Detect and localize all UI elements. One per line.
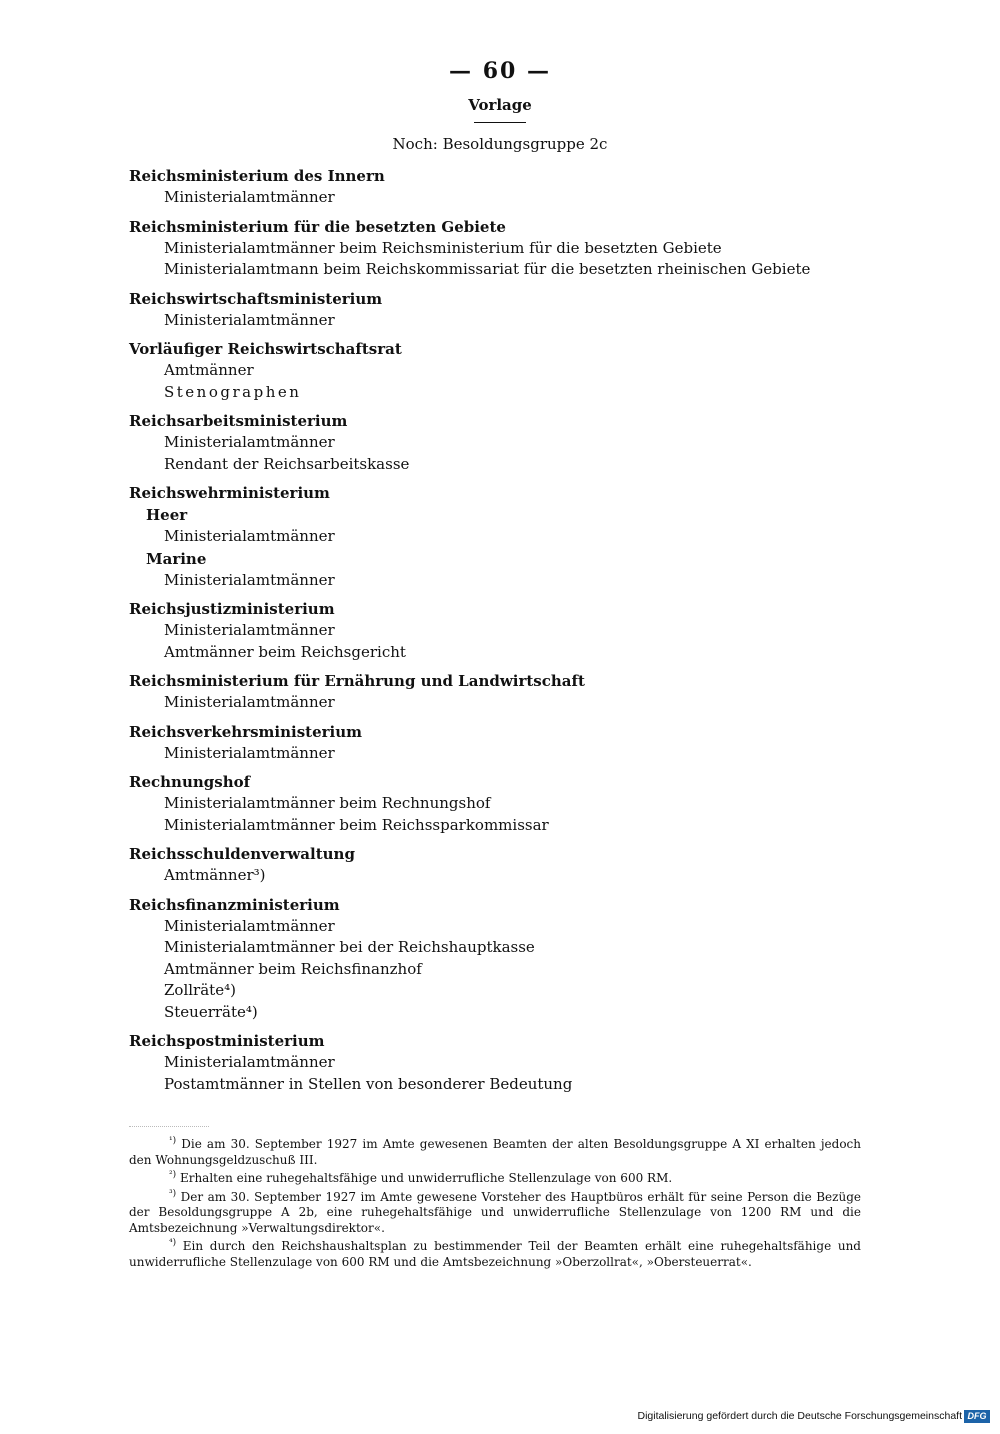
section-item: Ministerialamtmänner beim Rechnungshof [164, 794, 491, 812]
footnote [129, 1187, 861, 1237]
footnote-text: Der am 30. September 1927 im Amte gewesene Vorsteher des Hauptbüros erhält für seine Person die Bezüge der Besoldungsgruppe A 2b, eine ruhegehaltsfähige und unwiderrufliche Stellenzulage von 1200 RM und die Amtsbezeichnung »Verwaltungsdirektor«. [129, 1189, 861, 1235]
dfg-logo: DFG [964, 1410, 990, 1423]
footnote-text: Die am 30. September 1927 im Amte gewesenen Beamten der alten Besoldungsgruppe A XI erhalten jedoch den Wohnungsgeldzuschuß III. [129, 1137, 861, 1167]
section-item: Ministerialamtmänner [164, 570, 335, 589]
page-subtitle: Noch: Besoldungsgruppe 2c [392, 135, 608, 153]
footnote-number: ⁴) [169, 1238, 177, 1248]
footnotes [129, 1134, 861, 1270]
section-item: Amtmänner beim Reichsgericht [164, 642, 406, 661]
subsection-heading: Marine [146, 549, 207, 568]
subsection-heading: Heer [146, 506, 188, 524]
section-item: Ministerialamtmänner beim Reichsministerium für die besetzten Gebiete [164, 238, 722, 257]
section-heading: Reichsministerium des Innern [129, 167, 385, 185]
section-item: Ministerialamtmänner [164, 621, 335, 639]
footnote-number: ¹) [169, 1136, 177, 1146]
section [129, 166, 929, 209]
section-item: Ministerialamtmänner [164, 1053, 335, 1071]
section [129, 844, 929, 887]
section-heading: Reichsschuldenverwaltung [129, 845, 355, 863]
section-item: Ministerialamtmänner bei der Reichshauptkasse [164, 938, 535, 956]
section-heading: Reichsverkehrsministerium [129, 722, 363, 741]
section [129, 483, 929, 591]
page-title: Vorlage [468, 96, 532, 114]
section-item: Ministerialamtmänner [164, 433, 335, 451]
section [129, 722, 929, 765]
section-item: Ministerialamtmann beim Reichskommissariat für die besetzten rheinischen Gebiete [164, 260, 811, 278]
section-item: Rendant der Reichsarbeitskasse [164, 454, 410, 473]
footnote [129, 1236, 861, 1270]
section-heading: Reichsfinanzministerium [129, 895, 340, 914]
section-item: Steuerräte⁴) [164, 1002, 258, 1021]
footnote-number: ³) [169, 1188, 177, 1199]
section-heading: Reichspostministerium [129, 1032, 325, 1050]
section-heading: Reichsarbeitsministerium [129, 412, 348, 430]
section-item: Zollräte⁴) [164, 981, 236, 999]
section-item: Ministerialamtmänner beim Reichssparkommissar [164, 815, 549, 834]
footnote-number: ²) [169, 1170, 177, 1180]
section-item: Ministerialamtmänner [164, 527, 335, 545]
footnote [129, 1134, 861, 1168]
section [129, 339, 929, 403]
section [129, 411, 929, 475]
section-item: Ministerialamtmänner [164, 916, 335, 935]
section-item: Amtmänner [164, 361, 254, 379]
section-item: Amtmänner beim Reichsfinanzhof [164, 959, 422, 978]
section-heading: Reichswehrministerium [129, 484, 330, 502]
section-item: Ministerialamtmänner [164, 693, 335, 711]
section-heading: Vorläufiger Reichswirtschaftsrat [129, 340, 402, 358]
section [129, 772, 929, 836]
section-heading: Rechnungshof [129, 773, 251, 791]
footnote [129, 1168, 861, 1187]
section [129, 671, 929, 714]
footnote-text: Ein durch den Reichshaushaltsplan zu bestimmender Teil der Beamten erhält eine ruhegehaltsfähige und unwiderrufliche Stellenzulage von 600 RM und die Amtsbezeichnung »Oberzollrat«, »Obersteuerrat«. [129, 1239, 861, 1269]
section [129, 1031, 929, 1095]
footnote-rule [129, 1126, 209, 1127]
section [129, 289, 929, 332]
footnote-text: Erhalten eine ruhegehaltsfähige und unwiderrufliche Stellenzulage von 600 RM. [179, 1171, 673, 1185]
section-heading: Reichswirtschaftsministerium [129, 289, 383, 308]
section-item: Postamtmänner in Stellen von besonderer Bedeutung [164, 1074, 573, 1093]
sections-list [129, 166, 929, 1103]
page-number: — 60 — [449, 58, 551, 84]
section-heading: Reichsministerium für Ernährung und Landwirtschaft [129, 672, 585, 690]
dfg-credit: Digitalisierung gefördert durch die Deutsche Forschungsgemeinschaft [637, 1410, 962, 1422]
section-item: Amtmänner³) [164, 866, 266, 884]
title-rule [474, 122, 526, 123]
section [129, 599, 929, 663]
section-heading: Reichsministerium für die besetzten Gebiete [129, 217, 506, 236]
section-item: Ministerialamtmänner [164, 743, 335, 762]
section [129, 217, 929, 281]
section [129, 895, 929, 1024]
section-item: Stenographen [164, 382, 302, 401]
section-item: Ministerialamtmänner [164, 310, 335, 329]
section-heading: Reichsjustizministerium [129, 600, 335, 618]
section-item: Ministerialamtmänner [164, 188, 335, 206]
